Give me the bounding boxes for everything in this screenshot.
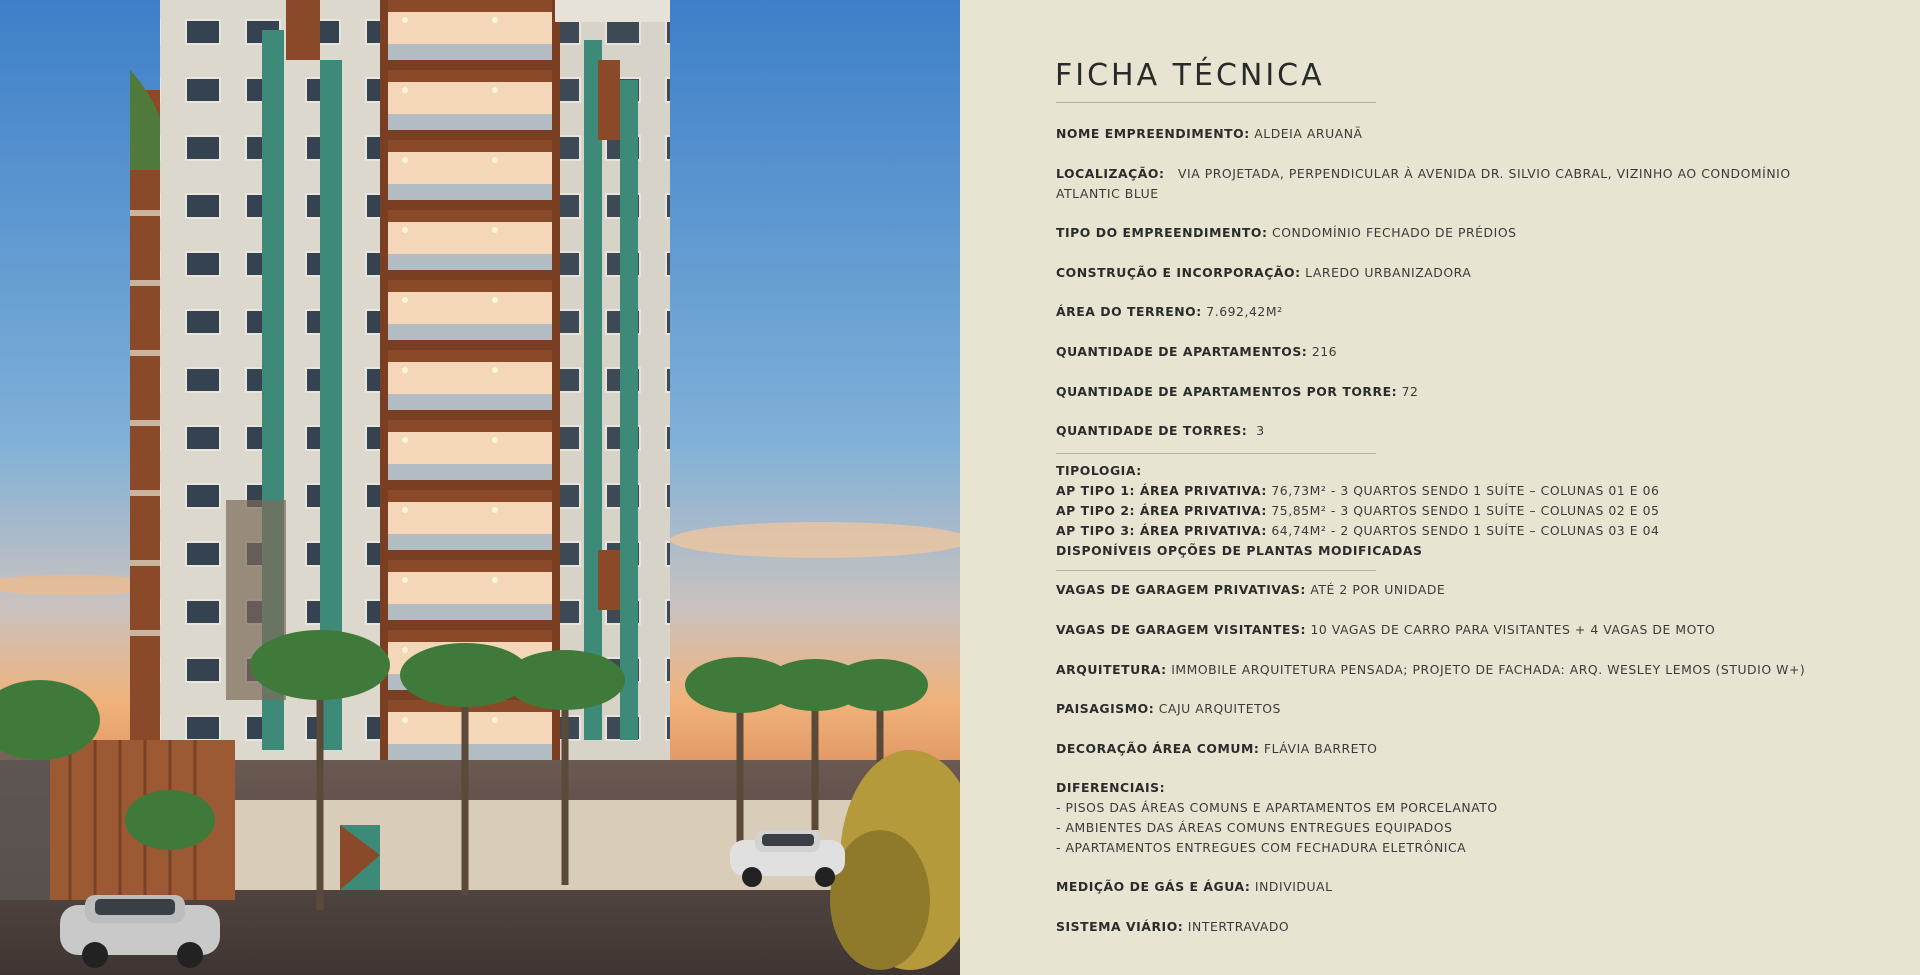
spec-tipo xyxy=(1056,223,1836,243)
spec-label: ARQUITETURA: xyxy=(1056,662,1167,677)
spec-sheet xyxy=(960,0,1920,975)
spec-label: VAGAS DE GARAGEM PRIVATIVAS: xyxy=(1056,582,1306,597)
spec-value: 10 VAGAS DE CARRO PARA VISITANTES + 4 VAGAS DE MOTO xyxy=(1310,622,1716,637)
spec-label: PAISAGISMO: xyxy=(1056,701,1155,716)
spec-label: VAGAS DE GARAGEM VISITANTES: xyxy=(1056,622,1306,637)
spec-value: LAREDO URBANIZADORA xyxy=(1305,265,1472,280)
spec-sistema-viario xyxy=(1056,917,1836,937)
diferencial-item xyxy=(1056,838,1836,858)
page-title: FICHA TÉCNICA xyxy=(1055,58,1325,93)
spec-area xyxy=(1056,302,1836,322)
tipologia-label: AP TIPO 3: ÁREA PRIVATIVA: xyxy=(1056,523,1267,538)
spec-label: QUANTIDADE DE APARTAMENTOS POR TORRE: xyxy=(1056,384,1398,399)
spec-value: ATÉ 2 POR UNIDADE xyxy=(1310,582,1446,597)
spec-value: ATLANTIC BLUE xyxy=(1056,186,1159,201)
spec-label: QUANTIDADE DE TORRES: xyxy=(1056,423,1248,438)
spec-construcao xyxy=(1056,263,1836,283)
spec-value: 3 xyxy=(1256,423,1265,438)
spec-label: MEDIÇÃO DE GÁS E ÁGUA: xyxy=(1056,879,1251,894)
spec-nome xyxy=(1056,124,1836,144)
spec-value: 72 xyxy=(1401,384,1419,399)
spec-value: VIA PROJETADA, PERPENDICULAR À AVENIDA DR. SILVIO CABRAL, VIZINHO AO CONDOMÍNIO xyxy=(1178,166,1791,181)
spec-decoracao xyxy=(1056,739,1836,759)
spec-vagas-visitantes xyxy=(1056,620,1836,640)
tipologia-value: 76,73M² - 3 QUARTOS SENDO 1 SUÍTE – COLUNAS 01 E 06 xyxy=(1271,483,1660,498)
section-divider xyxy=(1056,453,1376,454)
spec-arquitetura xyxy=(1056,660,1836,680)
tipologia-note xyxy=(1056,541,1836,561)
diferenciais-heading xyxy=(1056,778,1836,798)
spec-label: NOME EMPREENDIMENTO: xyxy=(1056,126,1250,141)
spec-localizacao xyxy=(1056,164,1836,184)
spec-label: QUANTIDADE DE APARTAMENTOS: xyxy=(1056,344,1308,359)
title-divider xyxy=(1056,102,1376,103)
spec-label: ÁREA DO TERRENO: xyxy=(1056,304,1202,319)
diferencial-item xyxy=(1056,818,1836,838)
spec-label: TIPO DO EMPREENDIMENTO: xyxy=(1056,225,1268,240)
spec-value: 216 xyxy=(1311,344,1338,359)
spec-medicao xyxy=(1056,877,1836,897)
section-heading: TIPOLOGIA: xyxy=(1056,463,1142,478)
spec-label: LOCALIZAÇÃO: xyxy=(1056,166,1165,181)
tipologia-item xyxy=(1056,501,1836,521)
tipologia-label: AP TIPO 2: ÁREA PRIVATIVA: xyxy=(1056,503,1267,518)
spec-value: 7.692,42M² xyxy=(1206,304,1283,319)
spec-value: CONDOMÍNIO FECHADO DE PRÉDIOS xyxy=(1272,225,1517,240)
diferencial-text: - AMBIENTES DAS ÁREAS COMUNS ENTREGUES EQUIPADOS xyxy=(1056,820,1453,835)
diferencial-text: - APARTAMENTOS ENTREGUES COM FECHADURA ELETRÔNICA xyxy=(1056,840,1467,855)
spec-qtd-apartamentos xyxy=(1056,342,1836,362)
spec-label: SISTEMA VIÁRIO: xyxy=(1056,919,1184,934)
spec-qtd-torres xyxy=(1056,421,1836,441)
spec-paisagismo xyxy=(1056,699,1836,719)
spec-value: ALDEIA ARUANÃ xyxy=(1254,126,1363,141)
tipologia-heading xyxy=(1056,461,1836,481)
spec-value: INTERTRAVADO xyxy=(1187,919,1290,934)
spec-label: CONSTRUÇÃO E INCORPORAÇÃO: xyxy=(1056,265,1301,280)
tipologia-item xyxy=(1056,521,1836,541)
spec-vagas-privativas xyxy=(1056,580,1836,600)
spec-qtd-ap-torre xyxy=(1056,382,1836,402)
section-divider xyxy=(1056,570,1376,571)
tipologia-item xyxy=(1056,481,1836,501)
tipologia-label: AP TIPO 1: ÁREA PRIVATIVA: xyxy=(1056,483,1267,498)
tipologia-value: 75,85M² - 3 QUARTOS SENDO 1 SUÍTE – COLUNAS 02 E 05 xyxy=(1271,503,1660,518)
diferencial-item xyxy=(1056,798,1836,818)
spec-localizacao-cont xyxy=(1056,184,1836,204)
tipologia-note-text: DISPONÍVEIS OPÇÕES DE PLANTAS MODIFICADAS xyxy=(1056,543,1423,558)
section-heading: DIFERENCIAIS: xyxy=(1056,780,1166,795)
spec-label: DECORAÇÃO ÁREA COMUM: xyxy=(1056,741,1260,756)
spec-value: FLÁVIA BARRETO xyxy=(1263,741,1378,756)
spec-value: INDIVIDUAL xyxy=(1254,879,1333,894)
spec-value: IMMOBILE ARQUITETURA PENSADA; PROJETO DE FACHADA: ARQ. WESLEY LEMOS (STUDIO W+) xyxy=(1171,662,1806,677)
spec-value: CAJU ARQUITETOS xyxy=(1158,701,1281,716)
diferencial-text: - PISOS DAS ÁREAS COMUNS E APARTAMENTOS EM PORCELANATO xyxy=(1056,800,1498,815)
tipologia-value: 64,74M² - 2 QUARTOS SENDO 1 SUÍTE – COLUNAS 03 E 04 xyxy=(1271,523,1660,538)
